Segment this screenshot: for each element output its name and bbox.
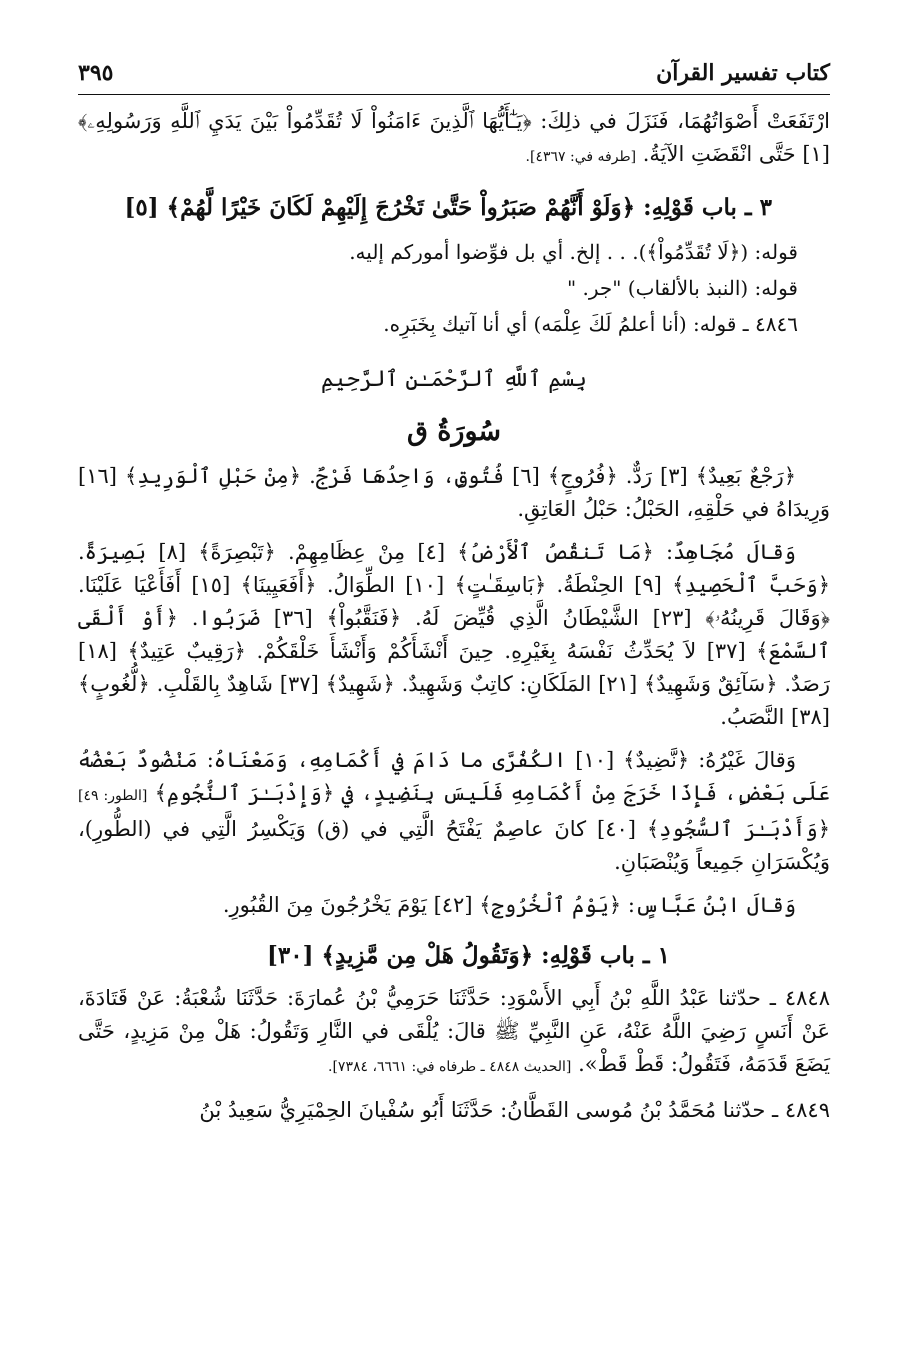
running-header bbox=[78, 58, 830, 95]
hadith-text: ٤٨٤٨ ـ حدّثنا عَبْدُ اللَّهِ بْنُ أَبِي الأَسْوَدِ: حَدَّثَنَا حَرَمِيُّ بْنُ عُمارَةَ: حَدَّثَنَا شُعْبَةُ: عَنْ قَتَادَةَ، عَنْ أَنَسٍ رَضِيَ اللَّهُ عَنْهُ، عَنِ النَّبِيِّ ﷺ قالَ: يُلْقَى في النَّارِ وَتَقُولُ: هَلْ مِنْ مَزِيدٍ، حَتَّى يَضَعَ قَدَمَهُ، فَتَقُولُ: قَطْ قَطْ». bbox=[78, 986, 830, 1076]
book-title: كتاب تفسير القرآن bbox=[656, 60, 830, 86]
hadith-4849: ٤٨٤٩ ـ حدّثنا مُحَمَّدُ بْنُ مُوسى القَطَّانُ: حَدَّثَنَا أَبُو سُفْيانَ الحِمْيَرِيُّ سَعِيدُ بْنُ bbox=[199, 1098, 830, 1122]
paragraph-text: ارْتَفَعَتْ أَصْوَاتُهُمَا، فَنَزَلَ في ذلِكَ: ﴿يَـٰٓأَيُّهَا ٱلَّذِينَ ءَامَنُواْ لَا تُقَدِّمُواْ بَيْنَ يَدَيِ ٱللَّهِ وَرَسُولِهِۦ﴾ [١] حَتَّى انْقَضَتِ الآيَةُ. bbox=[78, 109, 830, 166]
cross-reference: [الطور: ٤٩] bbox=[78, 788, 148, 804]
chapter-heading-1: ١ ـ باب قَوْلِهِ: ﴿وَتَقُولُ هَلْ مِن مَّزِيدٍ﴾ [٣٠] bbox=[267, 942, 670, 969]
paragraph-text bbox=[78, 744, 830, 879]
paragraph-continuation bbox=[78, 105, 830, 174]
hadith-4848 bbox=[78, 982, 830, 1084]
commentary-note: ٤٨٤٦ ـ قوله: (أنا أعلمُ لَكَ عِلْمَه) أي أنا آتيك بِخَبَرِه. bbox=[383, 312, 798, 336]
chapter-heading-3: ٣ ـ باب قَوْلِهِ: ﴿وَلَوْ أَنَّهُمْ صَبَرُواْ حَتَّىٰ تَخْرُجَ إِلَيْهِمْ لَكَانَ خَيْرًا لَّهُمْ﴾ [٥] bbox=[124, 194, 772, 221]
cross-reference: [طرفه في: ٤٣٦٧]. bbox=[525, 149, 637, 165]
commentary-note: قوله: (﴿لَا تُقَدِّمُواْ﴾). . . إلخ. أي بل فوِّضوا أموركم إليه. bbox=[349, 240, 798, 264]
paragraph-text: وَقالَ غَيْرُهُ: ﴿نَّضِيدٌ﴾ [١٠] الكُفُرَّى ما دَامَ في أَكْمَامِهِ، وَمَعْنَاهُ: مَنْضُودٌ بَعْضُهُ عَلَى بَعْضٍ، فَإِذَا خَرَجَ مِنْ أَكْمَامِهِ فَلَيسَ بِنَضِيدٍ، في ﴿وَإِدْبَـٰرَ ٱلنُّجُومِ﴾ bbox=[78, 748, 830, 805]
commentary-note: قوله: (النبذ بالألقاب) "جر. " bbox=[566, 276, 798, 300]
page-number: ٣٩٥ bbox=[78, 60, 114, 86]
cross-reference: [الحديث ٤٨٤٨ ـ طرفاه في: ٦٦٦١، ٧٣٨٤]. bbox=[328, 1059, 572, 1075]
paragraph-text: ﴿رَجْعٌ بَعِيدٌ﴾ [٣] رَدٌّ. ﴿فُرُوجٍ﴾ [٦] فُتُوقٍ، وَاحِدُهَا فَرْجٌ. ﴿مِنْ حَبْلِ ٱلْوَرِيدِ﴾ [١٦] وَرِيدَاهُ في حَلْقِهِ، الحَبْلُ: حَبْلُ العَاتِقِ. bbox=[78, 464, 830, 521]
basmala: بِسْمِ ٱللَّهِ ٱلرَّحْمَـٰنِ ٱلرَّحِيمِ bbox=[321, 367, 587, 392]
surah-title: سُورَةُ ق bbox=[406, 416, 502, 447]
paragraph-text: وَقالَ ابْنُ عَبَّاسٍ: ﴿يَوْمُ ٱلْخُرُوجِ﴾ [٤٢] يَوْمَ يَخْرُجُونَ مِنَ القُبُورِ. bbox=[222, 893, 796, 917]
paragraph-text: ﴿وَأَدْبَـٰرَ ٱلسُّجُودِ﴾ [٤٠] كانَ عاصِمٌ يَفْتَحُ الَّتِي في (ق) وَيَكْسِرُ الَّتِي في (الطُّورِ)، وَيُكْسَرَانِ جَمِيعاً وَيُنْصَبَانِ. bbox=[78, 817, 830, 874]
paragraph-text: وَقالَ مُجَاهِدٌ: ﴿مَا تَنقُصُ ٱلْأَرْضُ﴾ [٤] مِنْ عِظَامِهِمْ. ﴿تَبْصِرَةً﴾ [٨] بَصِيرَةً. ﴿وَحَبَّ ٱلْحَصِيدِ﴾ [٩] الحِنْطَةُ. ﴿بَاسِقَـٰتٍ﴾ [١٠] الطِّوَالُ. ﴿أَفَعَيِينَا﴾ [١٥] أَفَأَعْيَا عَلَيْنَا. ﴿وَقَالَ قَرِينُهُۥ﴾ [٢٣] الشَّيْطَانُ الَّذِي قُيِّضَ لَهُ. ﴿فَنَقَّبُواْ﴾ [٣٦] ضَرَبُوا. ﴿أَوْ أَلْقَى ٱلسَّمْعَ﴾ [٣٧] لاَ يُحَدِّثُ نَفْسَهُ بِغَيْرِهِ. حِينَ أَنْشَأَكُمْ وَأَنْشَأَ خَلْقَكُمْ. ﴿رَقِيبٌ عَتِيدٌ﴾ [١٨] رَصَدٌ. ﴿سَآئِقٌ وَشَهِيدٌ﴾ [٢١] المَلَكَانِ: كاتِبٌ وَشَهِيدٌ. ﴿شَهِيدٌ﴾ [٣٧] شَاهِدٌ بِالقَلْبِ. ﴿لُّغُوبٍ﴾ [٣٨] النَّصَبُ. bbox=[78, 540, 831, 729]
